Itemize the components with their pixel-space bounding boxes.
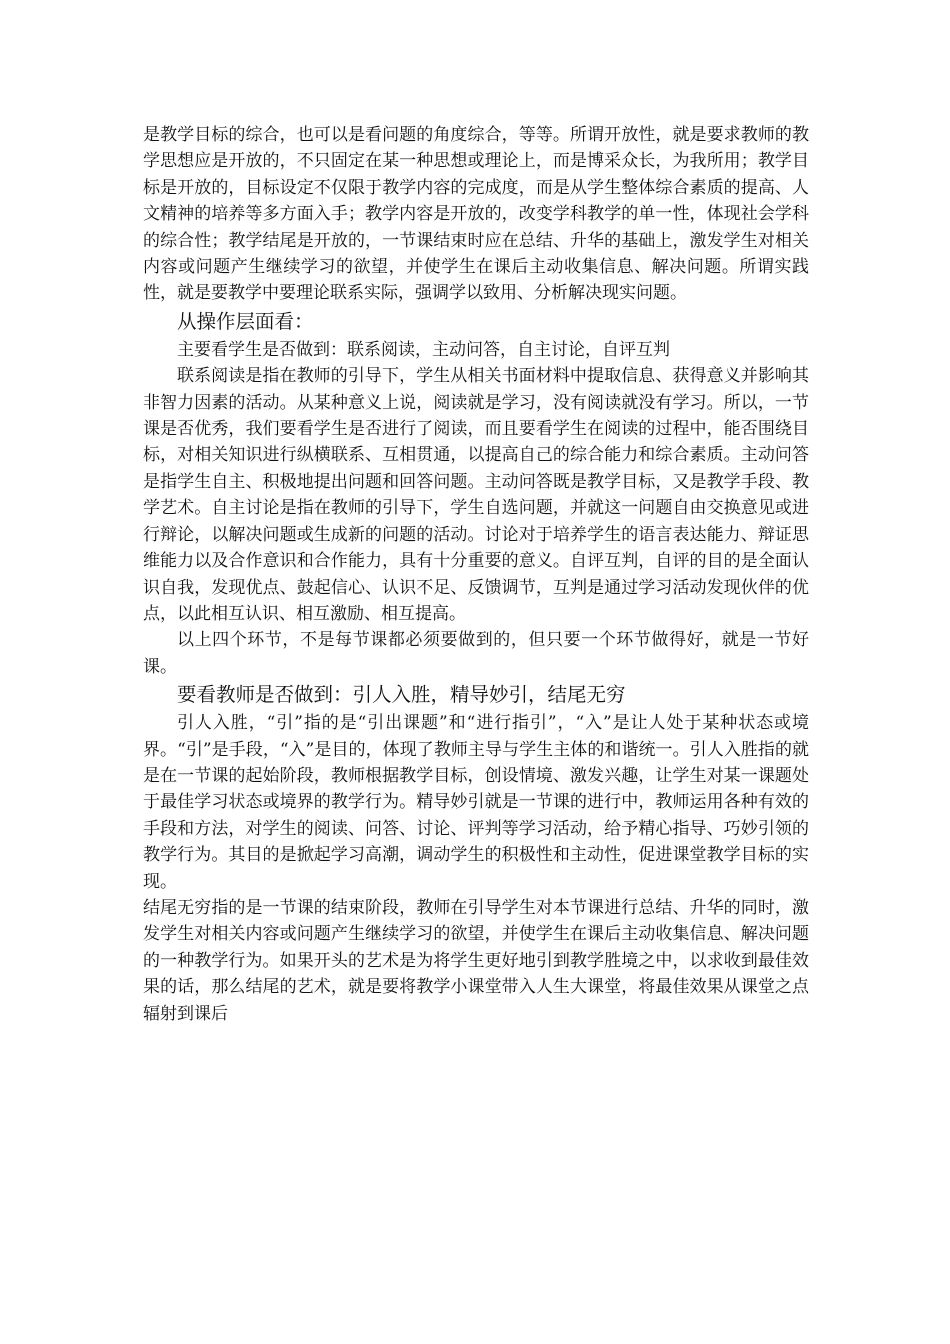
paragraph-reading: 联系阅读是指在教师的引导下，学生从相关书面材料中提取信息、获得意义并影响其非智力因素的活动。从某种意义上说，阅读就是学习，没有阅读就没有学习。所以，一节课是否优秀，我们要看学生是否进行了阅读，而且要看学生在阅读的过程中，能否围绕目标，对相关知识进行纵横联系、互相贯通，以提高自己的综合能力和综合素质。主动问答是指学生自主、积极地提出问题和回答问题。主动问答既是教学目标，又是教学手段、教学艺术。自主讨论是指在教师的引导下，学生自选问题，并就这一问题自由交换意见或进行辩论，以解决问题或生成新的问题的活动。讨论对于培养学生的语言表达能力、辩证思维能力以及合作意识和合作能力，具有十分重要的意义。自评互判，自评的目的是全面认识自我，发现优点、鼓起信心、认识不足、反馈调节，互判是通过学习活动发现伙伴的优点，以此相互认识、相互激励、相互提高。 <box>143 366 809 624</box>
subheading-students: 主要看学生是否做到：联系阅读，主动问答，自主讨论，自评互判 <box>177 339 670 360</box>
heading-operation-level: 从操作层面看： <box>177 309 314 333</box>
paragraph-intro: 是教学目标的综合，也可以是看问题的角度综合，等等。所谓开放性，就是要求教师的教学思想应是开放的，不只固定在某一种思想或理论上，而是博采众长，为我所用；教学目标是开放的，目标设定不仅限于教学内容的完成度，而是从学生整体综合素质的提高、人文精神的培养等多方面入手；教学内容是开放的，改变学科教学的单一性，体现社会学科的综合性；教学结尾是开放的，一节课结束时应在总结、升华的基础上，激发学生对相关内容或问题产生继续学习的欲望，并使学生在课后主动收集信息、解决问题。所谓实践性，就是要教学中要理论联系实际，强调学以致用、分析解决现实问题。 <box>143 125 809 304</box>
paragraph-four-links: 以上四个环节，不是每节课都必须要做到的，但只要一个环节做得好，就是一节好课。 <box>143 630 809 677</box>
paragraph-engage: 引人入胜，“引”指的是“引出课题”和“进行指引”，“入”是让人处于某种状态或境界。“引”是手段，“入”是目的，体现了教师主导与学生主体的和谐统一。引人入胜指的就是在一节课的起始阶段，教师根据教学目标，创设情境、激发兴趣，让学生对某一课题处于最佳学习状态或境界的教学行为。精导妙引就是一节课的进行中，教师运用各种有效的手段和方法，对学生的阅读、问答、讨论、评判等学习活动，给予精心指导、巧妙引领的教学行为。其目的是掀起学习高潮，调动学生的积极性和主动性，促进课堂教学目标的实现。 <box>143 713 809 892</box>
heading-teacher: 要看教师是否做到：引人入胜，精导妙引，结尾无穷 <box>177 683 626 707</box>
document-page <box>143 122 809 1027</box>
paragraph-ending: 结尾无穷指的是一节课的结束阶段，教师在引导学生对本节课进行总结、升华的同时，激发学生对相关内容或问题产生继续学习的欲望，并使学生在课后主动收集信息、解决问题的一种教学行为。如果开头的艺术是为将学生更好地引到教学胜境之中，以求收到最佳效果的话，那么结尾的艺术，就是要将教学小课堂带入人生大课堂，将最佳效果从课堂之点辐射到课后 <box>143 897 809 1024</box>
